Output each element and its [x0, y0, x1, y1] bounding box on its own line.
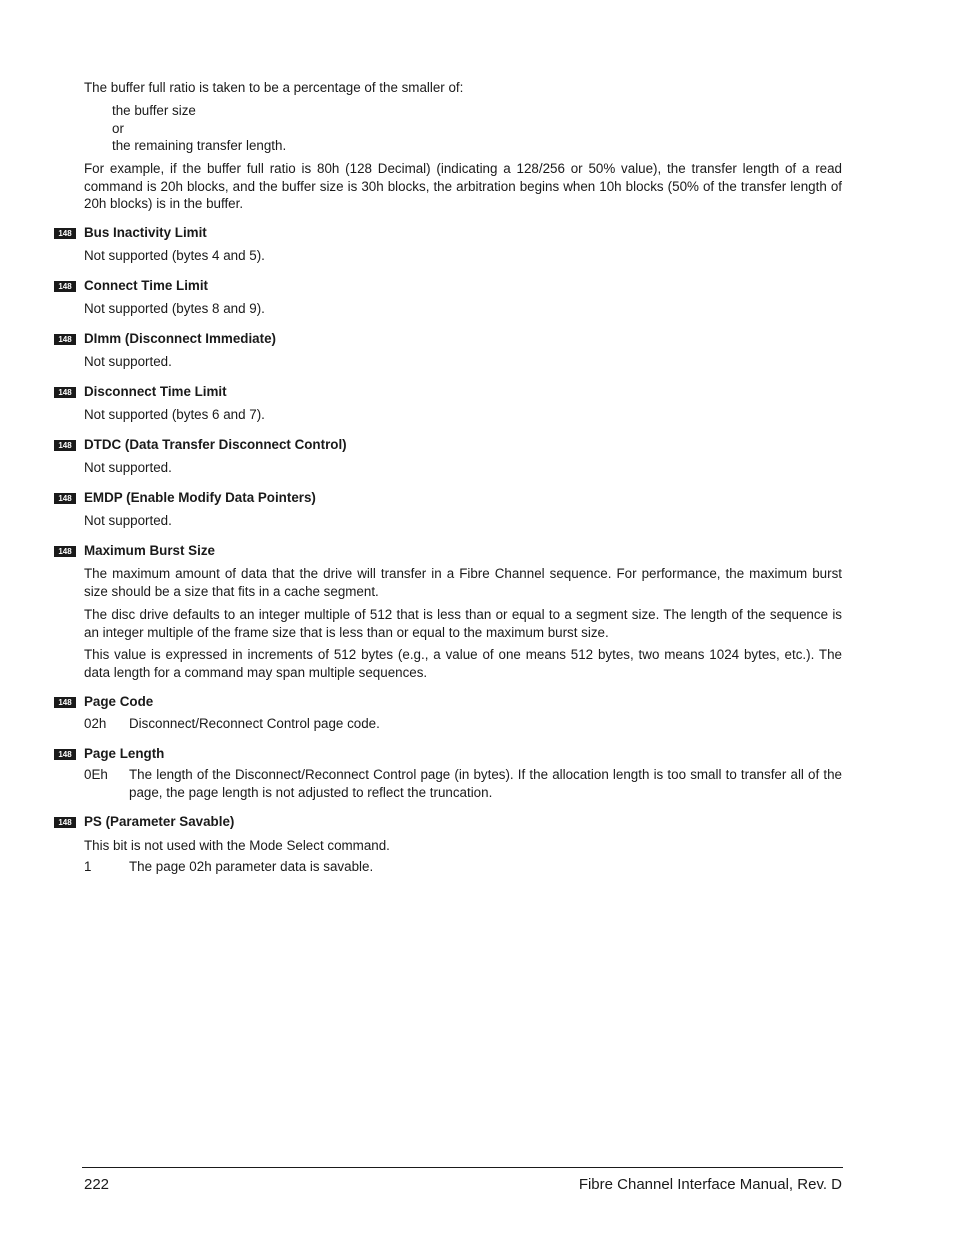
section-tag: 148 — [54, 334, 76, 345]
section-paragraph: This value is expressed in increments of 512 bytes (e.g., a value of one means 512 bytes, two means 1024 bytes, etc.). The data length for a command may span multiple sequences. — [84, 647, 842, 680]
section-text: Not supported. — [84, 513, 172, 528]
section-tag: 148 — [54, 749, 76, 760]
example-paragraph: For example, if the buffer full ratio is 80h (128 Decimal) (indicating a 128/256 or 50% value), the transfer length of a read command is 20h blocks, and the buffer size is 30h blocks, the arbitration begins when 10h blocks (50% of the transfer length of 20h blocks) is in the buffer. — [84, 161, 842, 211]
value-code: 1 — [84, 859, 92, 874]
value-description: Disconnect/Reconnect Control page code. — [129, 716, 380, 731]
section-tag: 148 — [54, 697, 76, 708]
section-text: Not supported (bytes 8 and 9). — [84, 301, 265, 316]
section-tag: 148 — [54, 817, 76, 828]
section-heading-dtdc: DTDC (Data Transfer Disconnect Control) — [84, 437, 347, 452]
section-heading-dimm: DImm (Disconnect Immediate) — [84, 331, 276, 346]
section-tag: 148 — [54, 281, 76, 292]
section-text: This bit is not used with the Mode Select command. — [84, 838, 390, 853]
section-tag: 148 — [54, 387, 76, 398]
section-tag: 148 — [54, 228, 76, 239]
intro-option-buffer-size: the buffer size — [112, 103, 196, 118]
section-heading-page-code: Page Code — [84, 694, 154, 709]
section-paragraph: The disc drive defaults to an integer multiple of 512 that is less than or equal to a segment size. The length of the sequence is an integer multiple of the frame size that is less than or equal to the maximum burst size. — [84, 607, 842, 640]
section-text: Not supported (bytes 4 and 5). — [84, 248, 265, 263]
manual-title: Fibre Channel Interface Manual, Rev. D — [578, 1176, 842, 1193]
section-heading-page-length: Page Length — [84, 746, 165, 761]
intro-option-remaining-length: the remaining transfer length. — [112, 138, 287, 153]
section-text: Not supported (bytes 6 and 7). — [84, 407, 265, 422]
section-tag: 148 — [54, 546, 76, 557]
value-code: 02h — [84, 716, 107, 731]
section-heading-connect-time-limit: Connect Time Limit — [84, 278, 209, 293]
section-tag: 148 — [54, 440, 76, 451]
section-tag: 148 — [54, 493, 76, 504]
value-description: The page 02h parameter data is savable. — [129, 859, 374, 874]
value-code: 0Eh — [84, 767, 108, 782]
section-heading-bus-inactivity-limit: Bus Inactivity Limit — [84, 225, 207, 240]
page-number: 222 — [84, 1176, 110, 1193]
intro-paragraph: The buffer full ratio is taken to be a percentage of the smaller of: — [84, 80, 464, 95]
section-heading-ps: PS (Parameter Savable) — [84, 814, 235, 829]
section-heading-maximum-burst-size: Maximum Burst Size — [84, 543, 215, 558]
section-text: Not supported. — [84, 460, 172, 475]
section-text: Not supported. — [84, 354, 172, 369]
section-heading-emdp: EMDP (Enable Modify Data Pointers) — [84, 490, 316, 505]
section-heading-disconnect-time-limit: Disconnect Time Limit — [84, 384, 227, 399]
section-paragraph: The maximum amount of data that the drive will transfer in a Fibre Channel sequence. For performance, the maximum burst size should be a size that fits in a cache segment. — [84, 566, 842, 599]
value-description: The length of the Disconnect/Reconnect Control page (in bytes). If the allocation length is too small to transfer all of the page, the page length is not adjusted to reflect the truncation. — [129, 767, 842, 800]
intro-option-or: or — [112, 121, 124, 136]
footer-rule — [82, 1167, 843, 1168]
